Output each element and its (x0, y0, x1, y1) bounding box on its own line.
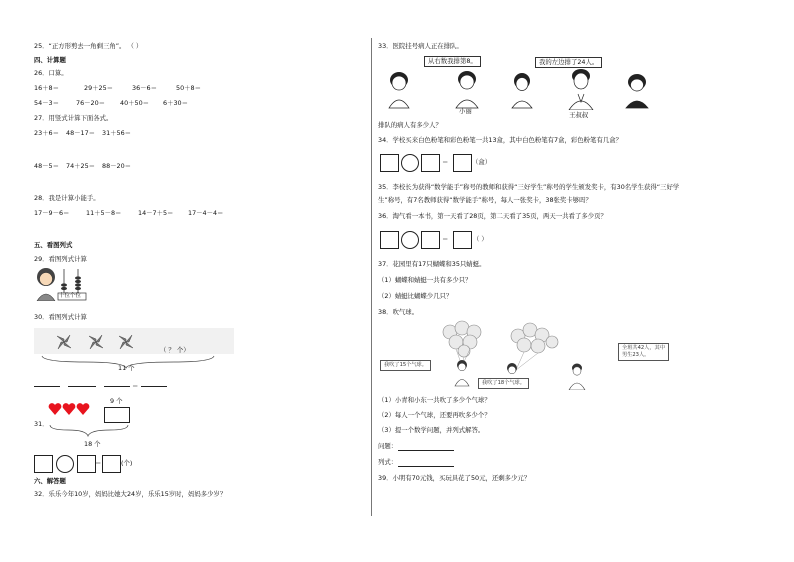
speech-bubble-man: 我的左边排了24人。 (535, 57, 602, 68)
q26-item: 54－3＝ (34, 99, 59, 107)
answer-box[interactable] (102, 455, 121, 473)
question-29: 29．看图列式计算 (34, 255, 87, 263)
q31-bottom-count: 18 个 (84, 440, 101, 448)
q38-formula-label: 列式： (378, 458, 398, 466)
q31-unknown-box (104, 407, 130, 423)
question-28: 28．我是计算小能手。 (34, 194, 100, 202)
operator-circle[interactable] (401, 231, 419, 249)
q30-total: 11 个 (118, 364, 135, 372)
q26-item: 29＋25＝ (84, 84, 114, 92)
question-34: 34．学校买来白色粉笔和彩色粉笔一共13盒，其中白色粉笔有7盒，彩色粉笔有几盒？ (378, 136, 622, 144)
question-32: 32．乐乐今年10岁，妈妈比她大24岁，乐乐15岁时，妈妈多少岁？ (34, 490, 227, 498)
answer-box[interactable] (34, 455, 53, 473)
q28-item: 17－4－4＝ (188, 209, 224, 217)
q27-item: 48－17＝ (66, 129, 96, 137)
q27-item: 23＋6＝ (34, 129, 59, 137)
note-class-total-line2: 男生23人。 (622, 352, 650, 358)
q27-item: 88－20＝ (102, 162, 132, 170)
q28-item: 11＋5－8＝ (86, 209, 122, 217)
note-class-total (618, 343, 669, 361)
operator-circle[interactable] (401, 154, 419, 172)
answer-box[interactable] (453, 231, 472, 249)
column-divider (371, 38, 372, 516)
question-31: 31． (34, 420, 49, 428)
question-37-part2: （2）蜻蜓比蝴蝶少几只？ (378, 292, 453, 300)
queue-illustration (385, 66, 657, 110)
abacus-label: 十位个位 (59, 293, 82, 299)
answer-blank (104, 386, 130, 387)
name-xiaoli: 小丽 (459, 107, 472, 115)
section-6-heading: 六、解答题 (34, 477, 66, 485)
q36-unit: （ ） (473, 235, 488, 243)
name-uncle-wang: 王叔叔 (569, 111, 589, 119)
answer-box[interactable] (77, 455, 96, 473)
note-class-total-line1: 全班共42人，其中 (622, 345, 665, 351)
question-30: 30．看图列式计算 (34, 313, 87, 321)
equals-sign: ＝ (442, 235, 449, 243)
q31-unit: (个) (121, 459, 133, 467)
q26-item: 36－6＝ (132, 84, 157, 92)
question-27: 27．用竖式计算下面各式。 (34, 114, 113, 122)
q31-top-count: 9 个 (110, 397, 123, 405)
question-38-part1: （1）小青和小东一共吹了多少个气球？ (378, 396, 491, 404)
q26-item: 40＋50＝ (120, 99, 150, 107)
q28-item: 17－9－6＝ (34, 209, 70, 217)
q26-item: 6＋30＝ (163, 99, 188, 107)
question-39: 39．小明有70元钱，买玩具花了50元，还剩多少元？ (378, 474, 531, 482)
q28-item: 14－7＋5＝ (138, 209, 174, 217)
hearts-illustration (48, 402, 90, 416)
q38-question-blank[interactable] (398, 450, 454, 451)
q34-unit: （盒） (472, 158, 492, 166)
equals-sign: ＝ (132, 382, 139, 390)
note-18-balloons: 我吹了18个气球。 (478, 378, 529, 389)
question-38-part3: （3）提一个数学问题，并列式解答。 (378, 426, 485, 434)
answer-blank (68, 386, 96, 387)
q27-item: 74＋25＝ (66, 162, 96, 170)
q30-unknown-count: （ ？ 个） (160, 346, 190, 354)
answer-box[interactable] (421, 154, 440, 172)
q26-item: 16＋8＝ (34, 84, 59, 92)
question-37: 37．花园里有17只蝴蝶和35只蜻蜓。 (378, 260, 486, 268)
question-25: 25．“正方形剪去一角剩三角”。 （ ） (34, 42, 143, 50)
note-15-balloons: 我吹了15个气球。 (380, 360, 431, 371)
q38-formula-blank[interactable] (398, 466, 454, 467)
question-36: 36．淘气看一本书，第一天看了28页，第二天看了35页，两天一共看了多少页？ (378, 212, 607, 220)
answer-box[interactable] (380, 154, 399, 172)
question-26: 26．口算。 (34, 69, 68, 77)
q27-item: 48－5＝ (34, 162, 59, 170)
q31-brace (48, 424, 132, 438)
q38-question-label: 问题： (378, 442, 398, 450)
operator-circle[interactable] (56, 455, 74, 473)
equals-sign: ＝ (95, 459, 102, 467)
question-38-part2: （2）每人一个气球，还要再吹多少个？ (378, 411, 491, 419)
answer-box[interactable] (380, 231, 399, 249)
answer-box[interactable] (453, 154, 472, 172)
q33-question: 排队的病人有多少人？ (378, 121, 442, 129)
q27-item: 31＋56＝ (102, 129, 132, 137)
section-4-heading: 四、计算题 (34, 56, 66, 64)
equals-sign: ＝ (442, 158, 449, 166)
q26-item: 50＋8＝ (176, 84, 201, 92)
speech-bubble-girl: 从右数我排第8。 (424, 56, 481, 67)
question-35-line1: 35．李校长为获得“数学能手”称号的教师和获得“三好学生”称号的学生颁发奖卡，有30名学生获得“三好学 (378, 183, 680, 191)
answer-blank (141, 386, 167, 387)
section-5-heading: 五、看图列式 (34, 241, 73, 249)
answer-blank (34, 386, 60, 387)
q26-item: 76－20＝ (76, 99, 106, 107)
question-35-line2: 生”称号，有7名教师获得“数学能手”称号，每人一张奖卡，38张奖卡够吗？ (378, 196, 592, 204)
question-33: 33．医院挂号病人正在排队。 (378, 42, 463, 50)
question-38: 38．吹气球。 (378, 308, 419, 316)
question-37-part1: （1）蝴蝶和蜻蜓一共有多少只？ (378, 276, 472, 284)
answer-box[interactable] (421, 231, 440, 249)
